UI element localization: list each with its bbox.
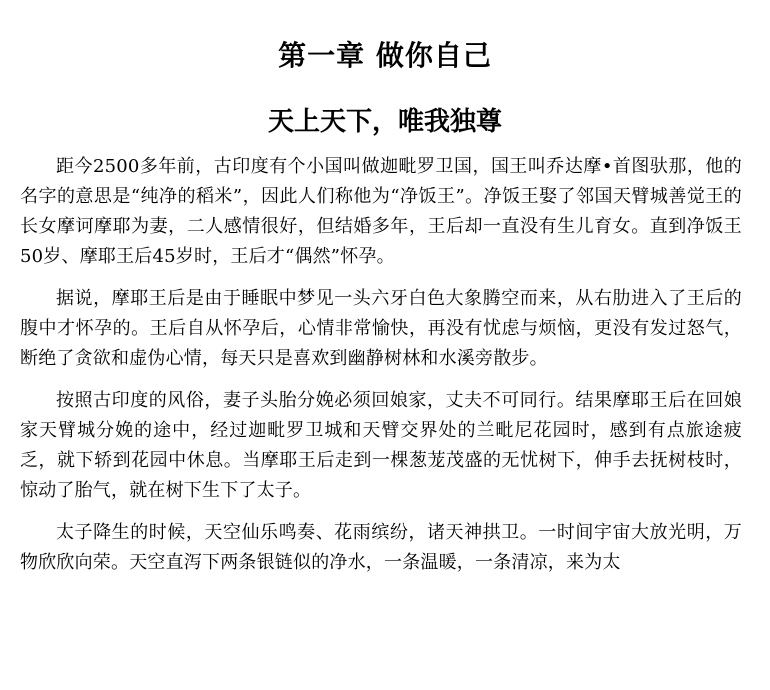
- body-text: [20, 152, 742, 590]
- paragraph-3: 按照古印度的风俗，妻子头胎分娩必须回娘家，丈夫不可同行。结果摩耶王后在回娘家天臂城分娩的途中，经过迦毗罗卫城和天臂交界处的兰毗尼花园时，感到有点旅途疲乏，就下轿到花园中休息。当摩耶王后走到一棵葱茏茂盛的无忧树下，伸手去抚树枝时，惊动了胎气，就在树下生下了太子。: [20, 390, 742, 501]
- paragraph-1: 距今2500多年前，古印度有个小国叫做迦毗罗卫国，国王叫乔达摩•首图驮那，他的名字的意思是“纯净的稻米”，因此人们称他为“净饭王”。净饭王娶了邻国天臂城善觉王的长女摩诃摩耶为妻，二人感情很好，但结婚多年，王后却一直没有生儿育女。直到净饭王50岁、摩耶王后45岁时，王后才“偶然”怀孕。: [20, 156, 742, 267]
- paragraph-4: 太子降生的时候，天空仙乐鸣奏、花雨缤纷，诸天神拱卫。一时间宇宙大放光明，万物欣欣向荣。天空直泻下两条银链似的净水，一条温暖，一条清凉，来为太: [20, 522, 742, 573]
- paragraph-2: 据说，摩耶王后是由于睡眠中梦见一头六牙白色大象腾空而来，从右肋进入了王后的腹中才怀孕的。王后自从怀孕后，心情非常愉快，再没有忧虑与烦恼，更没有发过怒气，断绝了贪欲和虚伪心情，每天只是喜欢到幽静树林和水溪旁散步。: [20, 288, 742, 369]
- chapter-title: 第一章 做你自己: [278, 39, 492, 72]
- section-title: 天上天下，唯我独尊: [267, 107, 502, 137]
